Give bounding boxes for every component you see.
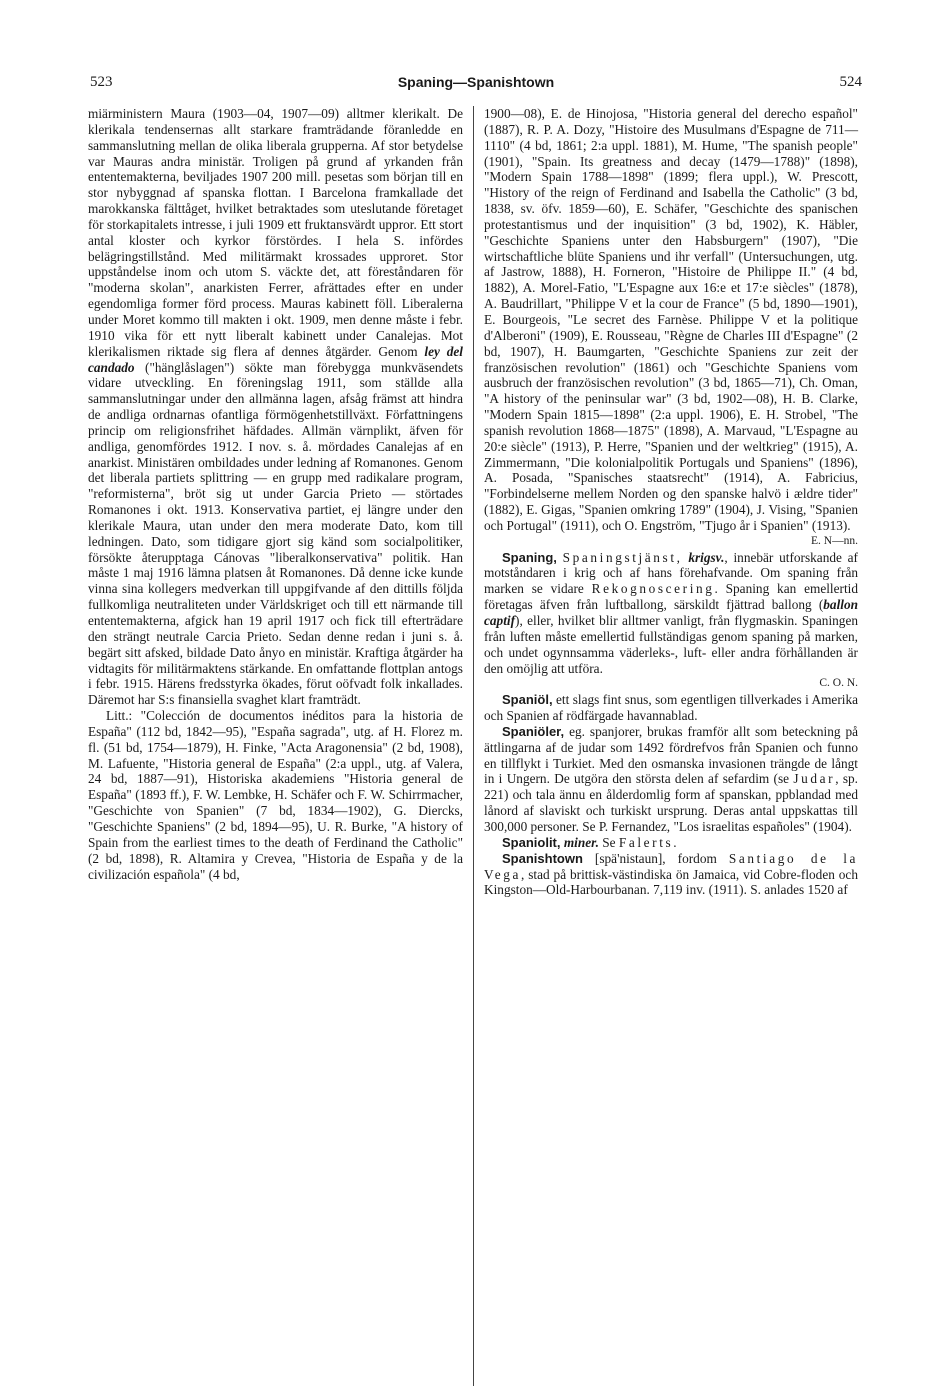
right-column <box>484 106 858 898</box>
entry-text: ), eller, hvilket blir alltmer vanligt, från flygmaskin. Spaningen från luften måste emellertid fullständigas genom spaning på marken, och undet ogynnsamma väderleks-, luft- eller andra förhållanden är den omöjlig att utföra. <box>484 613 858 676</box>
entry-spaniol <box>484 692 858 724</box>
entry-text: , stad på brittisk-västindiska ön Jamaica, vid Cobre-floden och Kingston—Old-Harbourbanan. 7,119 inv. (1911). S. anlades 1520 af <box>484 866 858 898</box>
entry-spanishtown <box>484 851 858 899</box>
page-number-left: 523 <box>90 74 113 90</box>
running-title: Spaning—Spanishtown <box>397 74 555 90</box>
cross-reference: Santiago de la Vega <box>484 850 859 882</box>
page-number-right: 524 <box>839 74 862 90</box>
history-paragraph <box>88 106 463 708</box>
entry-text: eg. spanjorer, brukas framför allt som beteckning på ättlingarna af de judar som 1492 fördrefvos från Spanien och funno en tillflykt i Turkiet. Med den osmanska invasionen trängde de långt in i Ungern. De utgöra den största delen af sefardim (se <box>484 723 858 787</box>
entry-text: . <box>673 834 677 850</box>
entry-subterm: Spaningstjänst, <box>562 549 683 565</box>
entry-text: [spä'nistaun], fordom <box>582 850 729 866</box>
entry-term: Spaniolit, <box>502 834 561 850</box>
entry-text: . Spaning kan emellertid företagas äfven från luftballong, särskildt fjättrad ballong ( <box>484 581 858 613</box>
entry-italic: ballon captif <box>484 597 858 628</box>
entry-term: Spaniöler, <box>502 723 565 739</box>
entry-spanioler <box>484 724 858 835</box>
page-header <box>90 74 862 96</box>
entry-label: miner. <box>563 834 599 850</box>
literature-paragraph: Litt.: "Colección de documentos inéditos para la historia de España" (112 bd, 1842—95), "España sagrada", utg. af H. Florez m. fl. (51 bd, 1754—1879), H. Finke, "Acta Aragonensia" (2 bd, 1908), M. Lafuente, "Historia general de España" (2:a uppl., utg. af Valera, 24 bd, 1887—91), Historiska akademiens "Historia general de España" (1893 ff.), F. W. Lembke, H. Schäfer och F. W. Schirrmacher, "Geschichte von Spanien" (7 bd, 1834—1902), G. Diercks, "Geschichte Spaniens" (2 bd, 1894—95), U. R. Burke, "A history of Spain from the earliest times to the death of Ferdinand the Catholic" (2 bd, 1898), R. Altamira y Crevea, "Historia de España y de la civilización española" (4 bd, <box>88 708 463 882</box>
literature-continued <box>484 106 858 550</box>
entry-label: krigsv. <box>688 549 725 565</box>
history-text: miärministern Maura (1903—04, 1907—09) alltmer klerikalt. De klerikala tendensernas allt starkare framträdande föranledde en sammanslutning mellan de olika liberala grupperna. Af stor betydelse var Mauras andra ministär. Troligen på grund af yrkanden från ententemakterna, beviljades 1907 200 mill. pesetas som början till en stor nybyggnad af spanska flottan. I Barcelona framkallade det marokkanska fälttåget, hvilket betraktades som uteslutande företaget för storkapitalets intresse, i juli 1909 ett fruktansvärdt uppror. Ett stort antal kloster och kyrkor förstördes. I hela S. infördes belägringstillstånd. Med militärmakt krossades upproret. Stor uppståndelse inom och utom S. väckte det, att föreståndaren för "moderna skolan", anarkisten Ferrer, afrättades efter en under egendomliga former förd process. Mauras kabinett föll. Liberalerna under Moret kommo till makten i okt. 1909, men denne måste i febr. 1910 vika för ett nytt liberalt kabinett under Canalejas. Mot klerikalismen riktade sig flera af dennes åtgärder. Genom <box>88 106 463 359</box>
history-text-rest: ("hänglåslagen") sökte man förebygga munkväsendets vidare utveckling. En föreningslag 1911, som ställde alla sammanslutningar under den allmänna lagen, afsåg främst att hindra de andliga ordnarnas ofantliga förmögenhetstillväxt. Författningens princip om religionsfrihet häfdades. Allmän värnplikt, äfven för andliga, genomfördes 1912. I nov. s. å. mördades Canalejas af en anarkist. Ministären ombildades under ledning af Romanones. Genom det liberala partiets splittring — en grupp med radikalare program, "reformisterna", bröt sig ut under Garcia Prieto — störtades Romanones i okt. 1913. Konservativa partiet, ej längre under den klerikale Maura, utan under den mera moderate Dato, kom till ledningen. Dato, som tidigare gjort sig känd som socialpolitiker, försökte återupptaga Cánovas "liberalkonservativa" politik. Han måste 1 maj 1916 lämna platsen åt Romanones. Då denne icke kunde vinna sina kollegers medverkan till uppgifvande af den dittills följda fullkomliga neutraliteten under Världskriget och till ett närmande till ententemakterna, afgick han 19 april 1917 och fick till efterträdare den strängt neutrale Carcia Prieto. Sedan denne redan i juni s. å. begärt sitt afsked, bildade Dato ånyo en ministär. Kraftiga åtgärder ha vidtagits för militärmaktens stärkande. En omfattande flottplan antogs i febr. 1915. Härens fredsstyrka ökades, förut oöfvadt folk inkallades. Däremot har S:s finansiella svaghet klart framträdt. <box>88 359 463 708</box>
entry-term: Spaning, <box>502 549 557 565</box>
left-column <box>88 106 463 882</box>
law-name-italic: ley del candado <box>88 343 464 375</box>
author-signature: E. N—nn. <box>811 534 858 547</box>
entry-text: , sp. 221) och tala ännu en ålderdomlig form af spanskan, ppblandad med lånord af slaviskt och turkiskt ursprung. Deras antal uppskattas till 300,000 personer. Se P. Fernandez, "Los israelitas españoles" (1904). <box>484 771 859 834</box>
cross-reference: Falerts <box>618 834 674 850</box>
entry-text: , innebär utforskande af motståndaren i krig och af hans förehafvande. Om spaning från marken se vidare <box>484 549 858 597</box>
entry-spaning <box>484 550 858 693</box>
entry-text: Se <box>598 834 619 850</box>
cross-reference: Judar <box>793 771 836 787</box>
entry-term: Spaniöl, <box>502 692 553 708</box>
author-signature: C. O. N. <box>819 677 858 690</box>
entry-spaniolit <box>484 835 858 851</box>
entry-term: Spanishtown <box>502 850 583 866</box>
entry-text: ett slags fint snus, som egentligen tillverkades i Amerika och Spanien af rödfärgade havannablad. <box>484 692 858 724</box>
column-divider <box>473 106 474 1386</box>
cross-reference: Rekognoscering <box>591 581 715 597</box>
literature-continued-text: 1900—08), E. de Hinojosa, "Historia general del derecho español" (1887), R. P. A. Dozy, "Histoire des Musulmans d'Espagne de 711—1110" (4 bd, 1861; 2:a uppl. 1881), M. Hume, "The spanish people" (1901), "Spain. Its greatness and decay (1479—1788)" (1898), "Modern Spain 1788—1898" (1899; flera uppl.), W. Prescott, "History of the reign of Ferdinand and Isabella the Catholic" (3 bd, 1838, sv. öfv. 1859—60), E. Schäfer, "Geschichte des spanischen protestantismus und der inquisition" (3 bd, 1902), K. Häbler, "Geschichte Spaniens unter den Habsburgern" (1907), "Die wirtschaftliche blüte Spaniens und ihr verfall" (Untersuchungen, utg. af Jastrow, 1888), H. Forneron, "Histoire de Philippe II." (4 bd, 1882), A. Morel-Fatio, "L'Espagne aux 16:e et 17:e siècles" (1878), A. Baudrillart, "Philippe V et la cour de France" (5 bd, 1890—1901), E. Bourgeois, "Le secret des Farnèse. Philippe V et la politique d'Alberoni" (1909), E. Rousseau, "Règne de Charles III d'Espagne" (2 bd, 1907), H. Baumgarten, "Geschichte Spaniens zur zeit der französischen revolution" (1861) och "Geschichte Spaniens vom ausbruch der französischen revolution" (3 bd, 1865—71), Ch. Oman, "A history of the peninsular war" (3 bd, 1902—08), H. B. Clarke, "Modern Spain 1815—1898" (2:a uppl. 1906), E. H. Strobel, "The spanish revolution 1868—1875" (1898), A. Marvaud, "L'Espagne au 20:e siècle" (1913), P. Herre, "Spanien und der weltkrieg" (1915), A. Zimmermann, "Die kolonialpolitik Portugals und Spaniens" (1896), A. Posada, "Spanisches staatsrecht" (1914), A. Fabricius, "Forbindelserne mellem Norden og den spanske halvö i ældre tider" (1882), E. Gigas, "Spanien omkring 1789" (1904), J. Vising, "Spanien och Portugal" (1911), och O. Engström, "Tjugo år i Spanien" (1913). <box>484 106 858 533</box>
